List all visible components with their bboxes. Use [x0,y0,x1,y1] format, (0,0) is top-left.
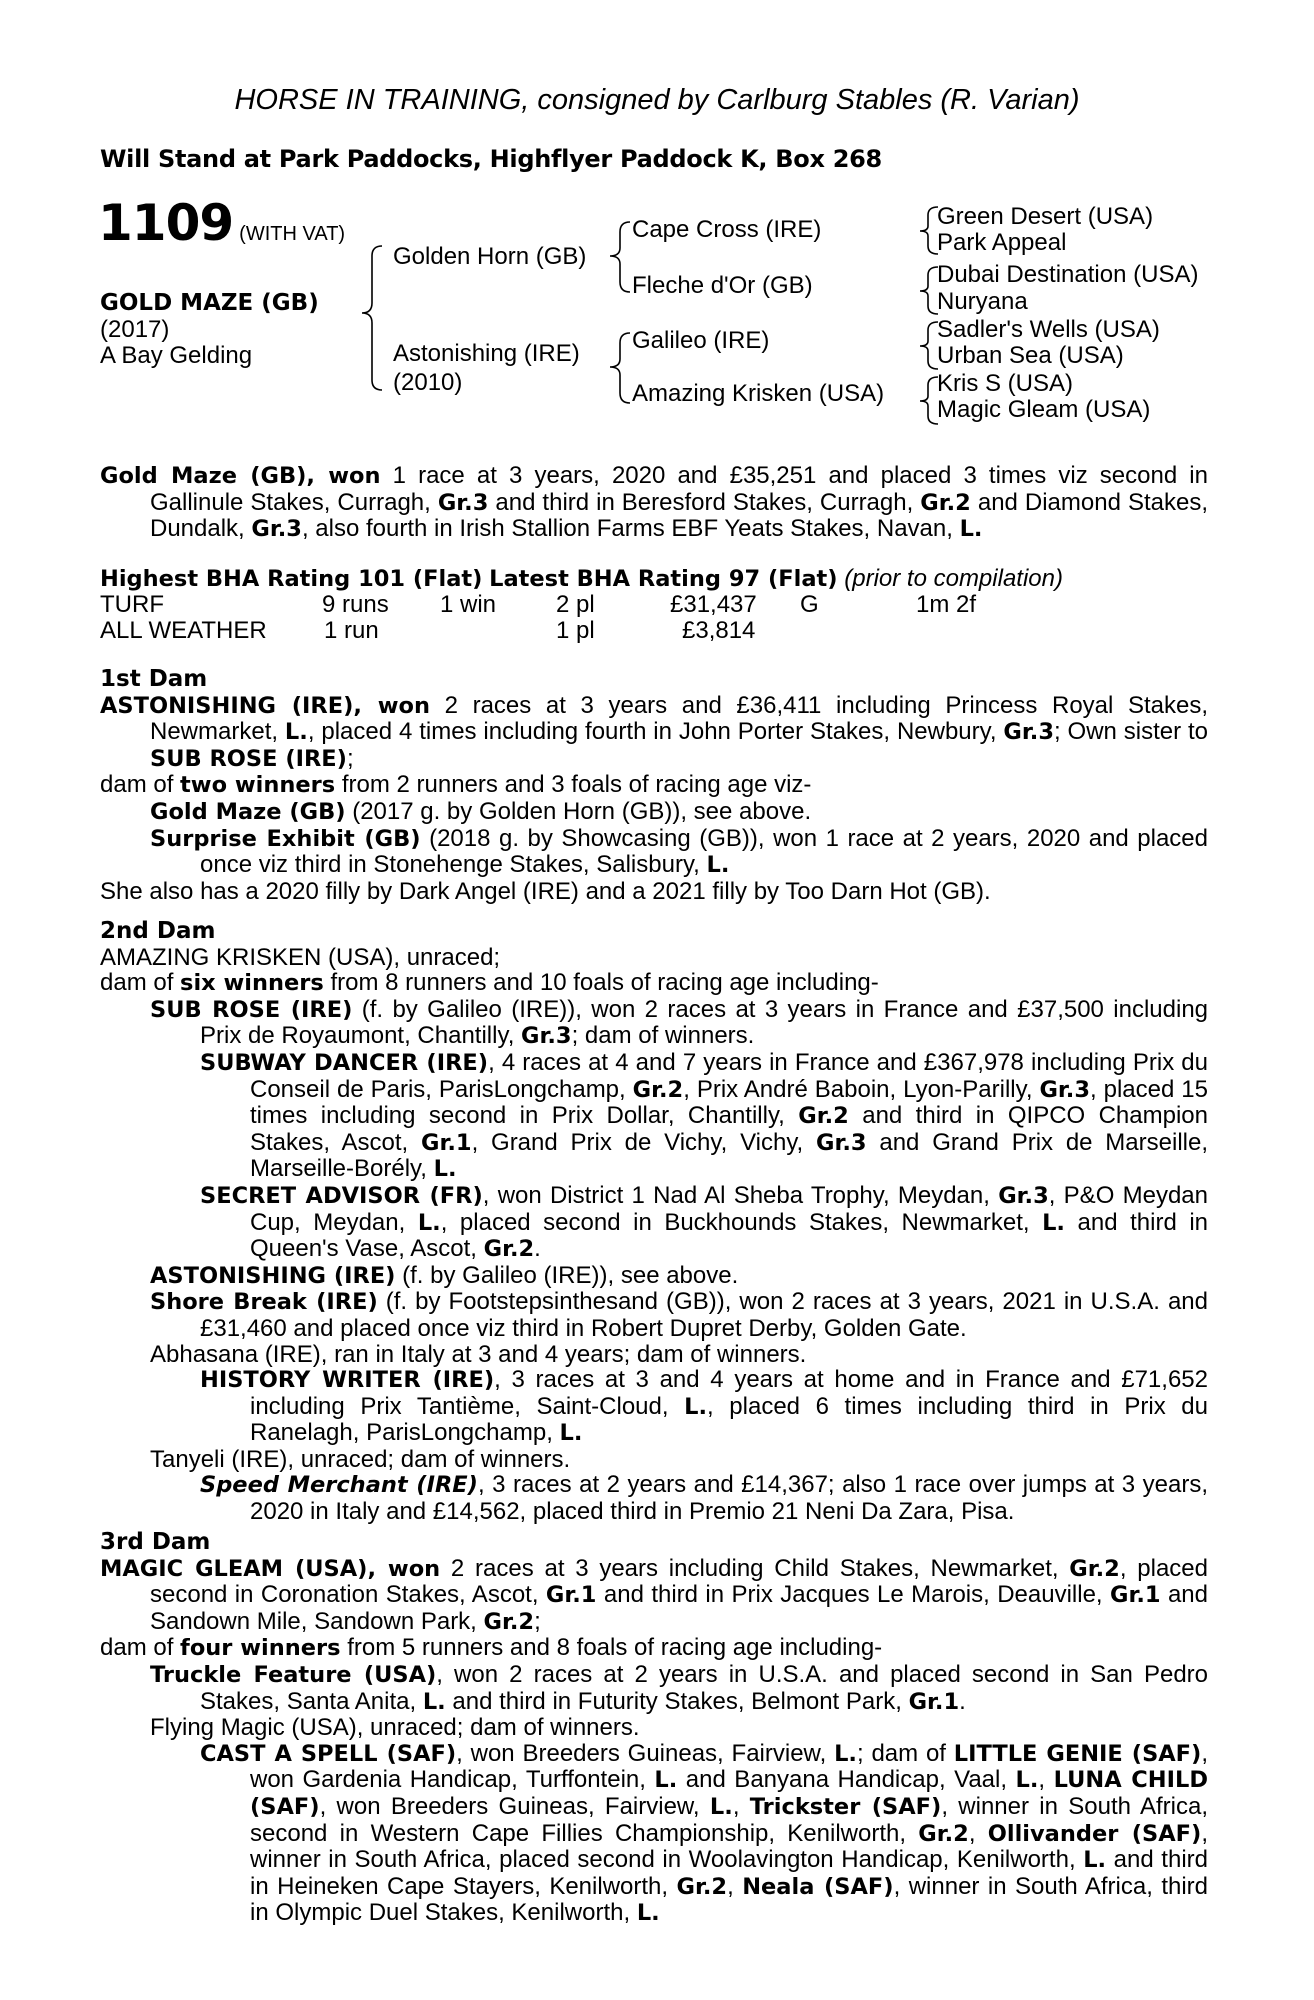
second-dam-name: AMAZING KRISKEN (USA), unraced; [100,943,501,971]
astonishing: ASTONISHING (IRE) [150,1262,396,1289]
first-dam-heading: 1st Dam [100,666,208,692]
first-dam-also: She also has a 2020 filly by Dark Angel (IRE) and a 2021 filly by Too Darn Hot (GB). [100,877,991,905]
pedigree-sdd: Nuryana [937,288,1028,315]
summary-name: Gold Maze (GB) [100,463,307,489]
aw-runs: 1 run [324,617,379,644]
foal-gold-maze: Gold Maze (GB) [150,798,346,825]
luna-child: LUNA CHILD (SAF) [250,1767,1208,1820]
ratings-line: Highest BHA Rating 101 (Flat) Latest BHA Rating 97 (Flat) (prior to compilation) [100,565,1063,592]
turf-going: G [800,591,819,618]
consignor-title: HORSE IN TRAINING, consigned by Carlburg Stables (R. Varian) [234,84,1080,116]
aw-money: £3,814 [682,617,756,644]
pedigree-dsd: Urban Sea (USA) [937,342,1124,369]
race-summary: Gold Maze (GB), won 1 race at 3 years, 2020 and £35,251 and placed 3 times viz second in Gallinule Stakes, Curragh, Gr.3 and third in Beresford Stakes, Curragh, Gr.2 and Diamond Stakes, Dundalk, Gr.3, also fourth in Irish Stallion Farms EBF Yeats Stakes, Navan, L. [100,462,1208,543]
turf-runs: 9 runs [322,591,389,618]
horse-name: GOLD MAZE (GB) [100,290,319,316]
third-dam-heading: 3rd Dam [100,1529,211,1555]
sub-rose: SUB ROSE (IRE) [150,996,353,1023]
first-dam-name: ASTONISHING (IRE) [100,692,354,719]
bracket-sire [610,222,630,292]
shore-break: Shore Break (IRE) [150,1289,378,1316]
pedigree-dam-year: (2010) [393,369,463,396]
tanyeli: Tanyeli (IRE), unraced; dam of winners. [150,1445,571,1473]
horse-description: A Bay Gelding [100,342,253,369]
turf-wins: 1 win [440,591,497,618]
third-dam-name: MAGIC GLEAM (USA) [100,1555,368,1582]
pedigree-ddd: Magic Gleam (USA) [937,396,1151,423]
pedigree-sire: Golden Horn (GB) [393,243,587,270]
bracket-main [362,246,382,390]
pedigree-dam-sire: Galileo (IRE) [632,327,770,354]
pedigree-sds: Dubai Destination (USA) [937,261,1199,288]
second-dam-heading: 2nd Dam [100,918,216,944]
truckle-feature: Truckle Feature (USA) [150,1661,437,1688]
little-genie: LITTLE GENIE (SAF) [953,1740,1202,1767]
second-dam-section: 2nd Dam AMAZING KRISKEN (USA), unraced; dam of six winners from 8 runners and 10 foals of racing age including- SUB ROSE (IRE) (f. by Galileo (IRE)), won 2 races at 3 years in France and £37,500 including Prix de Royaumont, Chantilly, Gr.3; dam of winners. SUBWAY DANCER (IRE), 4 races at 4 and 7 years in France and £367,978 including Prix du Conseil de Paris, ParisLongchamp, Gr.2, Prix André Baboin, Lyon-Parilly, Gr.3, placed 15 times including second in Prix Dollar, Chantilly, Gr.2 and third in QIPCO Champion Stakes, Ascot, Gr.1, Grand Prix de Vichy, Vichy, Gr.3 and Grand Prix de Marseille, Marseille-Borély, L. SECRET ADVISOR (FR), won District 1 Nad Al Sheba Trophy, Meydan, Gr.3, P&O Meydan Cup, Meydan, L., placed second in Buckhounds Stakes, Newmarket, L. and third in Queen's Vase, Ascot, Gr.2. ASTONISHING (IRE) (f. by Galileo (IRE)), see above. Shore Break (IRE) (f. by Footstepsinthesand (GB)), won 2 races at 3 years, 2021 in U.S.A. and £31,460 and placed once viz third in Robert Dupret Derby, Golden Gate. Abhasana (IRE), ran in Italy at 3 and 4 years; dam of winners. HISTORY WRITER (IRE), 3 races at 3 and 4 years at home and in France and £71,652 including Prix Tantième, Saint-Cloud, L., placed 6 times including third in Prix du Ranelagh, ParisLongchamp, L. Tanyeli (IRE), unraced; dam of winners. Speed Merchant (IRE), 3 races at 2 years and £14,367; also 1 race over jumps at 3 years, 2020 in Italy and £14,562, placed third in Premio 21 Neni Da Zara, Pisa. [100,918,1209,1526]
foal-surprise-exhibit: Surprise Exhibit (GB) [150,825,421,852]
aw-label: ALL WEATHER [100,617,267,644]
turf-placed: 2 pl [556,591,595,618]
turf-distance: 1m 2f [916,591,977,618]
bracket-ds [920,322,938,369]
abhasana: Abhasana (IRE), ran in Italy at 3 and 4 years; dam of winners. [150,1340,807,1368]
pedigree-sss: Green Desert (USA) [937,203,1154,230]
speed-merchant: Speed Merchant (IRE) [200,1472,478,1499]
flying-magic: Flying Magic (USA), unraced; dam of winners. [150,1714,640,1742]
pedigree-dam-dam: Amazing Krisken (USA) [632,380,885,407]
ollivander: Ollivander (SAF) [987,1820,1202,1847]
trickster: Trickster (SAF) [749,1793,942,1820]
bracket-dam [610,333,630,403]
third-dam-section: 3rd Dam MAGIC GLEAM (USA), won 2 races at 3 years including Child Stakes, Newmarket, Gr.2, placed second in Coronation Stakes, Ascot, Gr.1 and third in Prix Jacques Le Marois, Deauville, Gr.1 and Sandown Mile, Sandown Park, Gr.2; dam of four winners from 5 runners and 8 foals of racing age including- Truckle Feature (USA), won 2 races at 2 years in U.S.A. and placed second in San Pedro Stakes, Santa Anita, L. and third in Futurity Stakes, Belmont Park, Gr.1. Flying Magic (USA), unraced; dam of winners. CAST A SPELL (SAF), won Breeders Guineas, Fairview, L.; dam of LITTLE GENIE (SAF), won Gardenia Handicap, Turffontein, L. and Banyana Handicap, Vaal, L., LUNA CHILD (SAF), won Breeders Guineas, Fairview, L., Trickster (SAF), winner in South Africa, second in Western Cape Fillies Championship, Kenilworth, Gr.2, Ollivander (SAF), winner in South Africa, placed second in Woolavington Handicap, Kenilworth, L. and third in Heineken Cape Stayers, Kenilworth, Gr.2, Neala (SAF), winner in South Africa, third in Olympic Duel Stakes, Kenilworth, L. [100,1529,1209,1927]
neala: Neala (SAF) [742,1873,894,1900]
pedigree-dss: Sadler's Wells (USA) [937,316,1160,343]
pedigree-sire-dam: Fleche d'Or (GB) [632,272,813,299]
horse-year: (2017) [100,316,170,343]
turf-label: TURF [100,591,164,618]
pedigree-sire-sire: Cape Cross (IRE) [632,216,822,243]
lot-number-value: 1109 [98,194,234,252]
bracket-dd [920,377,938,424]
stand-location: Will Stand at Park Paddocks, Highflyer Paddock K, Box 268 [100,145,882,173]
turf-money: £31,437 [670,591,757,618]
bracket-ss [920,207,938,254]
pedigree-ssd: Park Appeal [937,229,1067,256]
aw-placed: 1 pl [556,617,595,644]
cast-a-spell: CAST A SPELL (SAF) [200,1740,457,1767]
bracket-sd [920,267,938,314]
subway-dancer: SUBWAY DANCER (IRE) [200,1049,489,1076]
secret-advisor: SECRET ADVISOR (FR) [200,1182,483,1209]
vat-note: (WITH VAT) [239,223,346,245]
first-dam-section: 1st Dam ASTONISHING (IRE), won 2 races at 3 years and £36,411 including Princess Royal Stakes, Newmarket, L., placed 4 times including fourth in John Porter Stakes, Newbury, Gr.3; Own sister to SUB ROSE (IRE); dam of two winners from 2 runners and 3 foals of racing age viz- Gold Maze (GB) (2017 g. by Golden Horn (GB)), see above. Surprise Exhibit (GB) (2018 g. by Showcasing (GB)), won 1 race at 2 years, 2020 and placed once viz third in Stonehenge Stakes, Salisbury, L. She also has a 2020 filly by Dark Angel (IRE) and a 2021 filly by Too Darn Hot (GB). [100,666,1209,905]
history-writer: HISTORY WRITER (IRE) [200,1367,495,1394]
pedigree-dds: Kris S (USA) [937,370,1074,397]
pedigree-dam: Astonishing (IRE) [393,340,580,367]
